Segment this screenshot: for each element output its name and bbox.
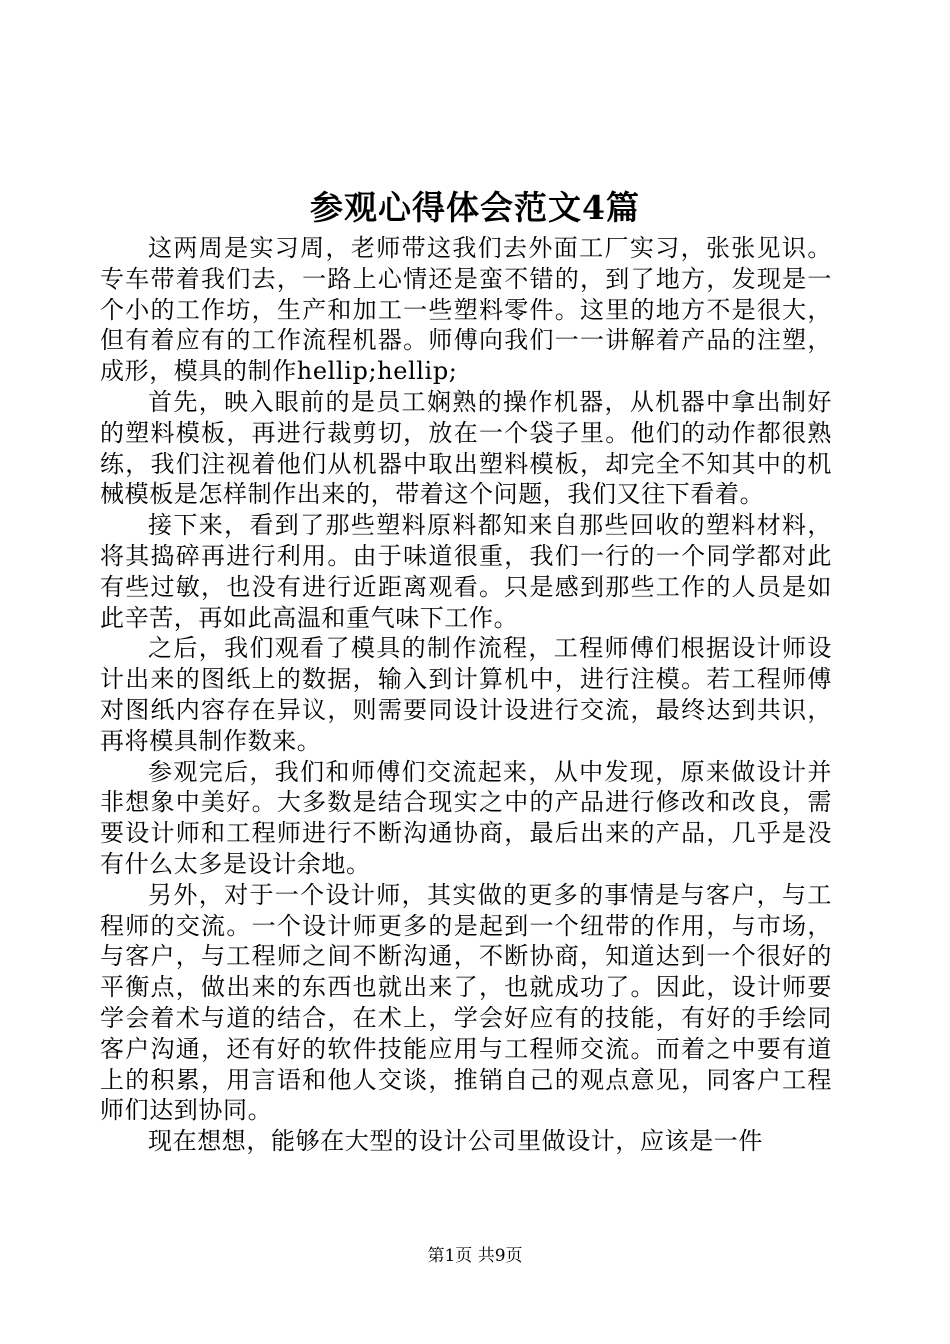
document-title: 参观心得体会范文4篇 [310, 188, 640, 227]
document-body [100, 233, 832, 1157]
paragraph-1: 这两周是实习周，老师带这我们去外面工厂实习，张张见识。专车带着我们去，一路上心情还是蛮不错的，到了地方，发现是一个小的工作坊，生产和加工一些塑料零件。这里的地方不是很大，但有着应有的工作流程机器。师傅向我们一一讲解着产品的注塑，成形，模具的制作hellip;hellip; [100, 234, 832, 386]
paragraph-5: 参观完后，我们和师傅们交流起来，从中发现，原来做设计并非想象中美好。大多数是结合现实之中的产品进行修改和改良，需要设计师和工程师进行不断沟通协商，最后出来的产品，几乎是没有什么太多是设计余地。 [100, 757, 832, 878]
paragraph-7: 现在想想，能够在大型的设计公司里做设计，应该是一件 [148, 1127, 763, 1156]
paragraph-3: 接下来，看到了那些塑料原料都知来自那些回收的塑料材料，将其捣碎再进行利用。由于味道很重，我们一行的一个同学都对此有些过敏，也没有进行近距离观看。只是感到那些工作的人员是如此辛苦，再如此高温和重气味下工作。 [100, 511, 832, 632]
paragraph-6: 另外，对于一个设计师，其实做的更多的事情是与客户，与工程师的交流。一个设计师更多的是起到一个纽带的作用，与市场，与客户，与工程师之间不断沟通，不断协商，知道达到一个很好的平衡点，做出来的东西也就出来了，也就成功了。因此，设计师要学会着术与道的结合，在术上，学会好应有的技能，有好的手绘同客户沟通，还有好的软件技能应用与工程师交流。而着之中要有道上的积累，用言语和他人交谈，推销自己的观点意见，同客户工程师们达到协同。 [100, 880, 832, 1125]
paragraph-2: 首先，映入眼前的是员工娴熟的操作机器，从机器中拿出制好的塑料模板，再进行裁剪切，放在一个袋子里。他们的动作都很熟练，我们注视着他们从机器中取出塑料模板，却完全不知其中的机械模板是怎样制作出来的，带着这个问题，我们又往下看着。 [100, 387, 832, 509]
paragraph-4: 之后，我们观看了模具的制作流程，工程师傅们根据设计师设计出来的图纸上的数据，输入到计算机中，进行注模。若工程师傅对图纸内容存在异议，则需要同设计设进行交流，最终达到共识，再将模具制作数来。 [100, 634, 832, 755]
page-footer: 第1页 共9页 [427, 1246, 523, 1266]
